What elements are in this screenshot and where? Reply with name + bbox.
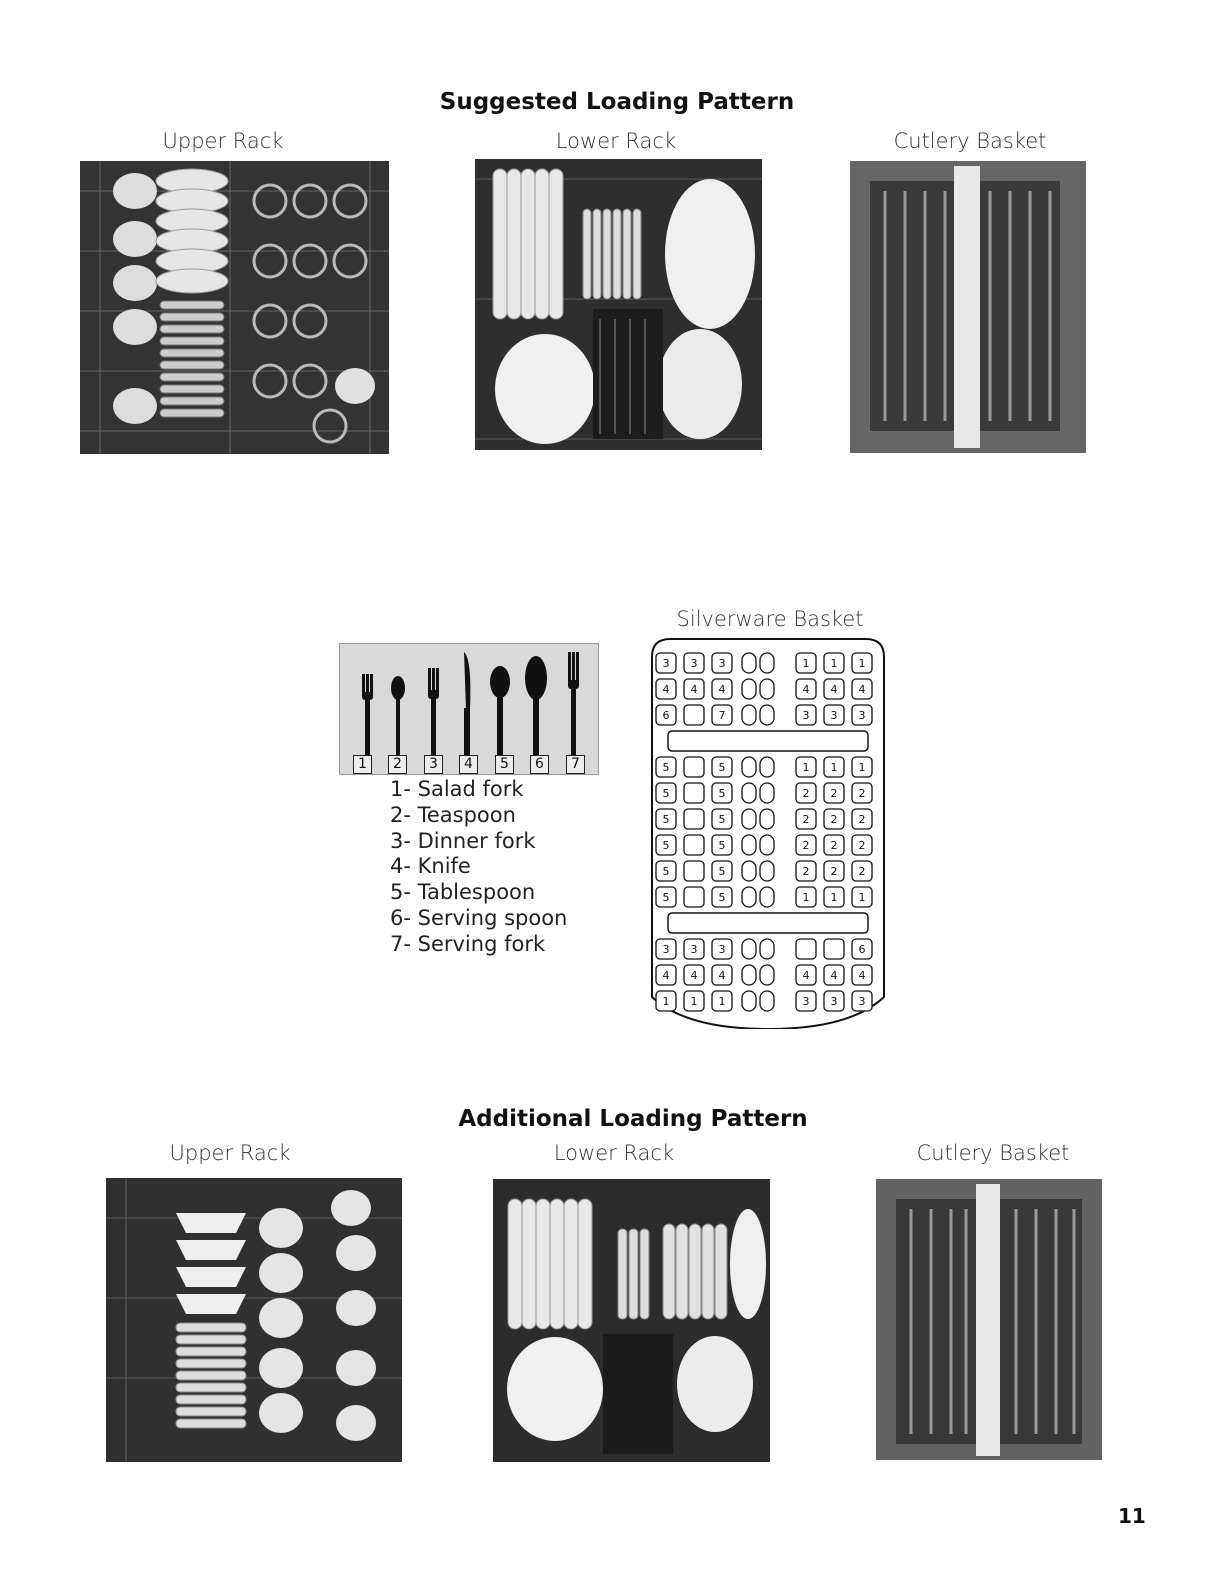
basket-slot-number: 3	[718, 943, 726, 956]
basket-slot-number: 3	[858, 995, 866, 1008]
basket-slot-number: 1	[830, 891, 838, 904]
key-number: 2	[388, 755, 407, 774]
basket-slot-number: 1	[690, 995, 698, 1008]
suggested-lower-rack-label: Lower Rack	[555, 129, 677, 153]
additional-upper-rack-label: Upper Rack	[169, 1141, 291, 1165]
basket-slot-number: 2	[858, 865, 866, 878]
basket-center-slot	[760, 887, 774, 907]
basket-center-slot	[742, 861, 756, 881]
silverware-basket-title: Silverware Basket	[676, 607, 864, 631]
basket-slot-number: 3	[802, 995, 810, 1008]
basket-slot-number: 2	[830, 787, 838, 800]
basket-slot-number: 2	[858, 787, 866, 800]
basket-slot-number: 6	[858, 943, 866, 956]
basket-slot-number: 3	[690, 657, 698, 670]
basket-divider-bar	[668, 731, 868, 751]
key-number: 3	[424, 755, 443, 774]
basket-slot	[684, 887, 704, 907]
additional-lower-rack-photo	[493, 1179, 770, 1462]
basket-slot	[684, 861, 704, 881]
basket-slot	[684, 757, 704, 777]
basket-slot-number: 2	[802, 839, 810, 852]
basket-center-slot	[760, 939, 774, 959]
basket-slot-number: 5	[662, 761, 670, 774]
basket-slot-number: 1	[858, 761, 866, 774]
basket-slot-number: 5	[718, 761, 726, 774]
basket-center-slot	[742, 653, 756, 673]
basket-slot	[684, 835, 704, 855]
basket-slot-number: 5	[718, 813, 726, 826]
basket-slot-number: 4	[858, 969, 866, 982]
basket-center-slot	[742, 783, 756, 803]
basket-center-slot	[760, 653, 774, 673]
basket-slot-number: 5	[662, 865, 670, 878]
basket-slot-number: 3	[830, 709, 838, 722]
basket-slot	[824, 939, 844, 959]
basket-center-slot	[742, 757, 756, 777]
basket-center-slot	[742, 679, 756, 699]
basket-slot-number: 5	[662, 813, 670, 826]
basket-slot	[684, 809, 704, 829]
basket-center-slot	[760, 705, 774, 725]
additional-lower-rack-label: Lower Rack	[553, 1141, 675, 1165]
basket-slot-number: 2	[802, 813, 810, 826]
basket-center-slot	[760, 809, 774, 829]
basket-slot-number: 5	[718, 839, 726, 852]
suggested-cutlery-basket-label: Cutlery Basket	[893, 129, 1047, 153]
basket-slot-number: 5	[718, 891, 726, 904]
cutlery-key-image	[339, 643, 599, 775]
basket-slot-number: 4	[858, 683, 866, 696]
suggested-heading: Suggested Loading Pattern	[439, 89, 795, 115]
legend-item: 1- Salad fork	[390, 777, 524, 801]
basket-slot-number: 2	[802, 865, 810, 878]
basket-slot-number: 4	[718, 683, 726, 696]
basket-slot-number: 4	[718, 969, 726, 982]
basket-slot-number: 5	[718, 865, 726, 878]
basket-slot-number: 1	[830, 761, 838, 774]
basket-slot-number: 4	[830, 683, 838, 696]
basket-slot	[684, 783, 704, 803]
legend-item: 3- Dinner fork	[390, 828, 536, 853]
basket-divider-bar	[668, 913, 868, 933]
basket-slot-number: 3	[662, 657, 670, 670]
basket-center-slot	[760, 991, 774, 1011]
basket-slot-number: 4	[662, 969, 670, 982]
additional-heading: Additional Loading Pattern	[458, 1106, 808, 1132]
basket-center-slot	[742, 991, 756, 1011]
basket-center-slot	[742, 705, 756, 725]
legend-item: 5- Tablespoon	[390, 880, 536, 905]
suggested-upper-rack-label: Upper Rack	[162, 129, 284, 153]
basket-center-slot	[760, 965, 774, 985]
additional-cutlery-basket-label: Cutlery Basket	[916, 1141, 1070, 1165]
basket-center-slot	[760, 783, 774, 803]
basket-slot-number: 3	[858, 709, 866, 722]
basket-slot-number: 1	[662, 995, 670, 1008]
key-number: 6	[530, 755, 549, 774]
basket-slot-number: 4	[662, 683, 670, 696]
basket-slot-number: 3	[662, 943, 670, 956]
basket-slot-number: 1	[858, 891, 866, 904]
basket-center-slot	[742, 887, 756, 907]
page-number: 11	[1118, 1504, 1146, 1528]
basket-slot-number: 2	[830, 839, 838, 852]
basket-center-slot	[742, 809, 756, 829]
basket-slot-number: 1	[830, 657, 838, 670]
basket-center-slot	[742, 939, 756, 959]
suggested-lower-rack-photo	[475, 159, 762, 450]
basket-slot-number: 4	[802, 969, 810, 982]
basket-slot-number: 4	[802, 683, 810, 696]
basket-slot	[796, 939, 816, 959]
basket-center-slot	[742, 835, 756, 855]
basket-center-slot	[760, 679, 774, 699]
legend-item: 6- Serving spoon	[390, 905, 568, 930]
cutlery-key-number-row	[340, 755, 598, 774]
basket-slot-number: 2	[830, 865, 838, 878]
basket-slot-number: 2	[830, 813, 838, 826]
suggested-upper-rack-photo	[80, 161, 389, 454]
basket-center-slot	[760, 861, 774, 881]
basket-slot-number: 6	[662, 709, 670, 722]
basket-slot-number: 3	[830, 995, 838, 1008]
suggested-cutlery-basket-photo	[850, 161, 1086, 453]
basket-slot-number: 1	[718, 995, 726, 1008]
basket-slot-number: 1	[802, 657, 810, 670]
basket-slot-number: 5	[662, 787, 670, 800]
basket-center-slot	[742, 965, 756, 985]
basket-slot-number: 5	[718, 787, 726, 800]
basket-slot-number: 4	[690, 683, 698, 696]
basket-slot-number: 4	[830, 969, 838, 982]
silverware-basket-diagram	[650, 637, 886, 1029]
key-number: 1	[353, 755, 372, 774]
cutlery-legend-list	[390, 777, 567, 958]
basket-slot-number: 3	[718, 657, 726, 670]
basket-slot-number: 1	[802, 761, 810, 774]
silverware-basket-svg	[650, 637, 886, 1029]
basket-slot-number: 5	[662, 891, 670, 904]
legend-item: 2- Teaspoon	[390, 802, 516, 827]
key-number: 7	[566, 755, 585, 774]
basket-center-slot	[760, 757, 774, 777]
additional-upper-rack-photo	[106, 1178, 402, 1462]
basket-slot-number: 7	[718, 709, 726, 722]
basket-slot-number: 2	[802, 787, 810, 800]
basket-slot-number: 5	[662, 839, 670, 852]
basket-slot-number: 2	[858, 813, 866, 826]
legend-item: 7- Serving fork	[390, 931, 546, 956]
basket-slot-number: 4	[690, 969, 698, 982]
legend-item: 4- Knife	[390, 854, 471, 879]
additional-cutlery-basket-photo	[876, 1179, 1102, 1460]
basket-slot	[684, 705, 704, 725]
basket-slot-number: 3	[690, 943, 698, 956]
key-number: 5	[495, 755, 514, 774]
basket-slot-number: 1	[858, 657, 866, 670]
basket-slot-number: 2	[858, 839, 866, 852]
basket-center-slot	[760, 835, 774, 855]
basket-slot-number: 3	[802, 709, 810, 722]
basket-slot-number: 1	[802, 891, 810, 904]
key-number: 4	[459, 755, 478, 774]
